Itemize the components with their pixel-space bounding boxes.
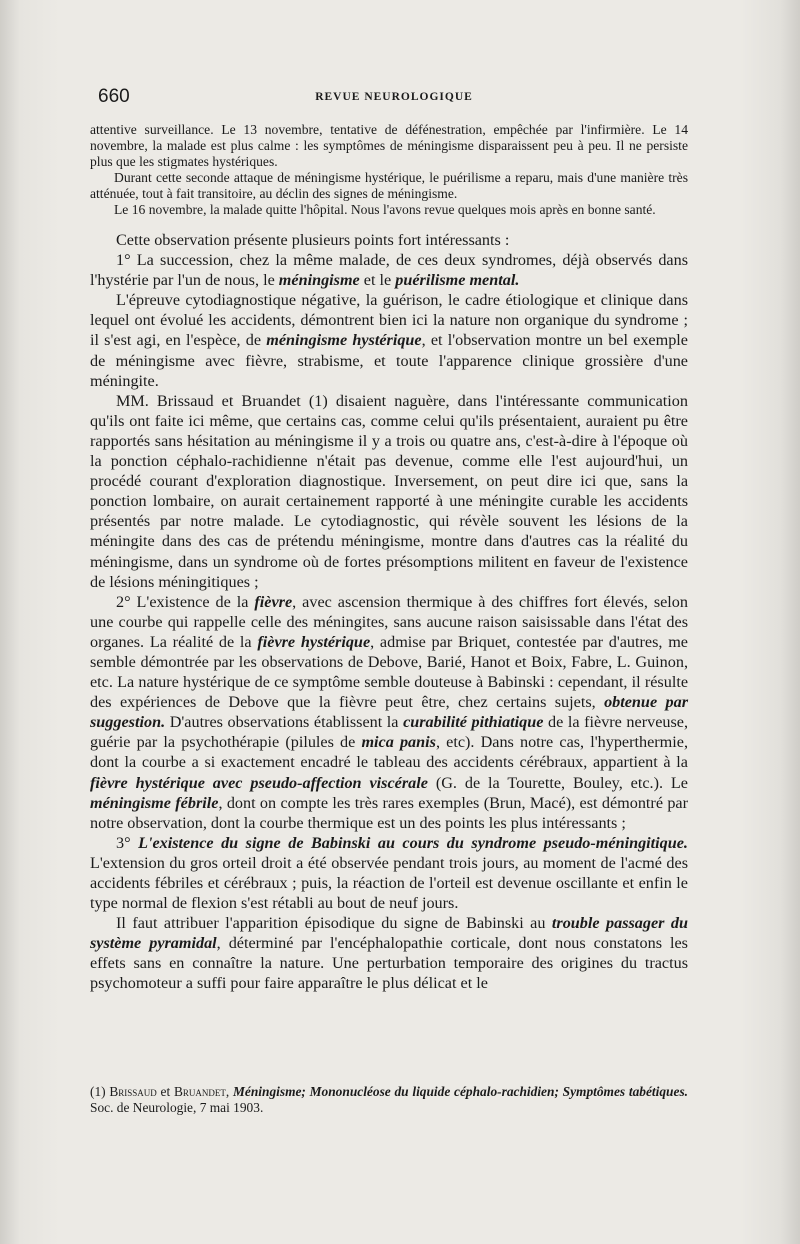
paragraph: 2° L'existence de la fièvre, avec ascension thermique à des chiffres fort élevés, selon une courbe qui rappelle celle des méningites, sans aucune raison saisissable dans l'état des organes. La réalité de la fièvre hystérique, admise par Briquet, contestée par d'autres, me semble démontrée par les observations de Debove, Barié, Hanot et Boix, Fabre, L. Guinon, etc. La nature hystérique de ce symptôme semble douteuse à Babinski : cependant, il résulte des expériences de Debove que la fièvre peut être, chez certains sujets, obtenue par suggestion. D'autres observations établissent la curabilité pithiatique de la fièvre nerveuse, guérie par la psychothérapie (pilules de mica panis, etc). Dans notre cas, l'hyperthermie, dont la courbe a si exactement encadré le tableau des accidents cérébraux, appartient à la fièvre hystérique avec pseudo-affection viscérale (G. de la Tourette, Bouley, etc.). Le méningisme fébrile, dont on compte les très rares exemples (Brun, Macé), est démontré par notre observation, dont la courbe thermique est un des points les plus intéressants ; xyxy=(90,592,689,832)
page-body xyxy=(90,122,688,994)
paragraph: 1° La succession, chez la même malade, de ces deux syndromes, déjà observés dans l'hystérie par l'un de nous, le méningisme et le puérilisme mental. xyxy=(90,251,688,290)
paragraph: L'épreuve cytodiagnostique négative, la guérison, le cadre étiologique et clinique dans lequel ont évolué les accidents, démontrent bien ici la nature non organique du syndrome ; il s'est agi, en l'espèce, de méningisme hystérique, et l'observation montre un bel exemple de méningisme avec fièvre, strabisme, et toute l'apparence clinique grossière d'une méningite. xyxy=(90,291,688,390)
main-text xyxy=(90,230,688,994)
paragraph: Il faut attribuer l'apparition épisodique du signe de Babinski au trouble passager du système pyramidal, déterminé par l'encéphalopathie corticale, dont nous constatons les effets sans en connaître la nature. Une perturbation temporaire des origines du tractus psychomoteur a suffi pour faire apparaître le plus délicat et le xyxy=(90,914,689,993)
small-paragraph: Durant cette seconde attaque de méningisme hystérique, le puérilisme a reparu, mais d'une manière très atténuée, tout à fait transitoire, au déclin des signes de méningisme. xyxy=(90,170,688,201)
page-number: 660 xyxy=(98,86,130,107)
paragraph: MM. Brissaud et Bruandet (1) disaient naguère, dans l'intéressante communication qu'ils ont faite ici même, que certains cas, comme celui qu'ils présentaient, auraient pu être rapportés sans hésitation au méningisme il y a trois ou quatre ans, c'est-à-dire à l'époque où la ponction céphalo-rachidienne n'était pas devenue, comme elle l'est aujourd'hui, un procédé courant d'exploration diagnostique. Inversement, on peut dire ici que, sans la ponction lombaire, on aurait certainement rapporté à une méningite curable les accidents présentés par notre malade. Le cytodiagnostic, qui révèle souvent les lésions de la méningite dans des cas de prétendu méningisme, montre dans d'autres cas la réalité du méningisme, dans un syndrome où de fortes présomptions militent en faveur de l'existence de lésions méningitiques ; xyxy=(90,391,688,591)
small-paragraph: Le 16 novembre, la malade quitte l'hôpital. Nous l'avons revue quelques mois après en bonne santé. xyxy=(114,202,656,217)
page-header xyxy=(98,86,690,110)
footnote: (1) Brissaud et Bruandet, Méningisme; Mononucléose du liquide céphalo-rachidien; Symptômes tabétiques. Soc. de Neurologie, 7 mai 1903. xyxy=(90,1084,689,1115)
paragraph: 3° L'existence du signe de Babinski au cours du syndrome pseudo-méningitique. L'extension du gros orteil droit a été observée pendant trois jours, au moment de l'acmé des accidents fébriles et cérébraux ; puis, la réaction de l'orteil est devenue oscillante et enfin le type normal de flexion s'est rétabli au bout de neuf jours. xyxy=(90,833,688,913)
paragraph: Cette observation présente plusieurs points fort intéressants : xyxy=(116,231,510,249)
small-paragraph: attentive surveillance. Le 13 novembre, tentative de défénestration, empêchée par l'infirmière. Le 14 novembre, la malade est plus calme : les symptômes de méningisme disparaissent peu à peu. Il ne persiste plus que les stigmates hystériques. xyxy=(90,122,688,169)
case-report-end xyxy=(90,122,688,218)
running-title: REVUE NEUROLOGIQUE xyxy=(315,91,473,103)
